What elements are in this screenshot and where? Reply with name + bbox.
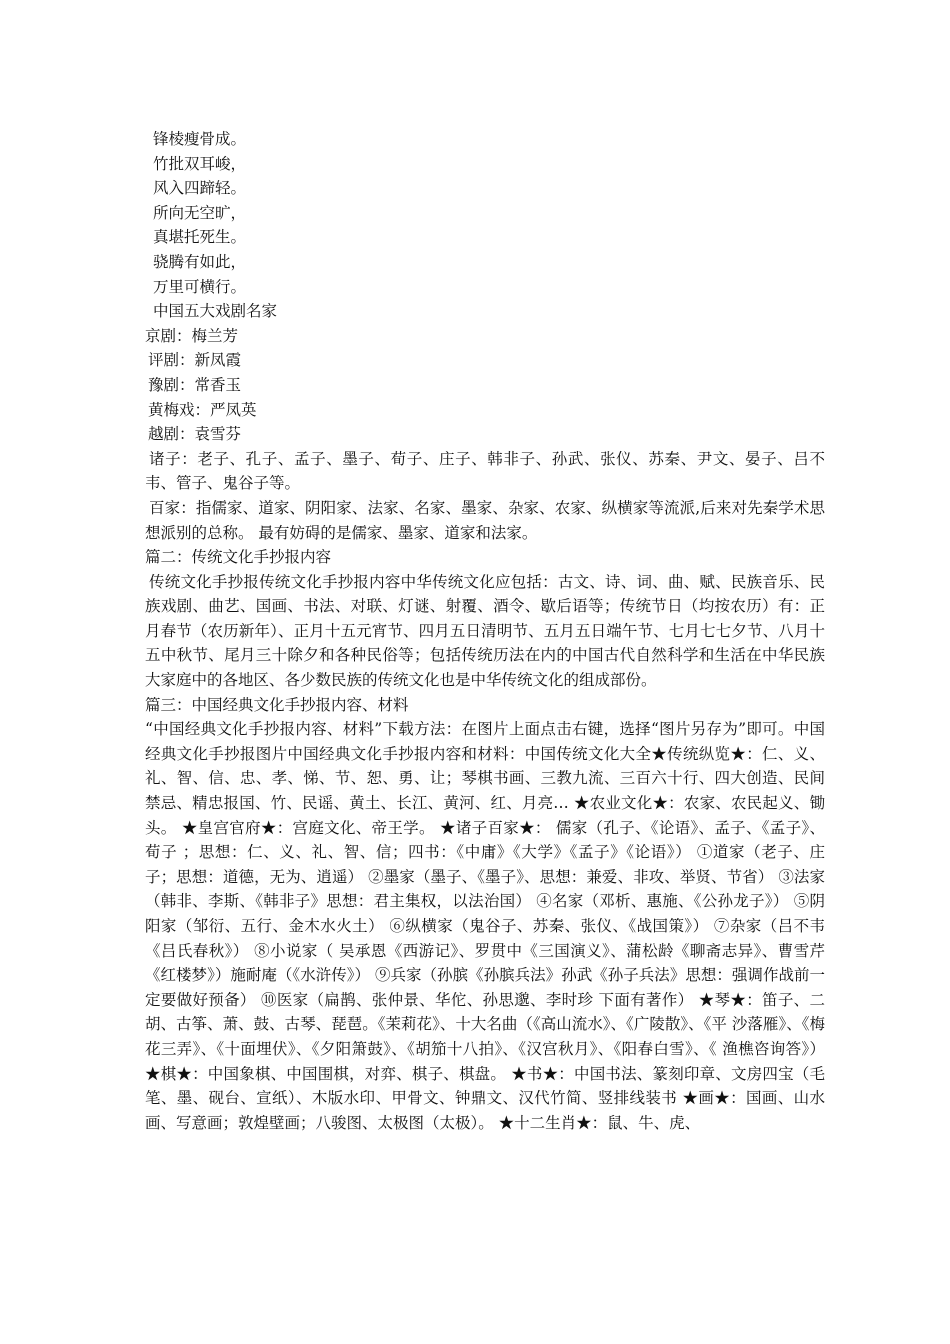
baijia-paragraph: 百家：指儒家、道家、阴阳家、法家、名家、墨家、杂家、农家、纵横家等流派,后来对先秦学术思想派别的总称。 最有妨碍的是儒家、墨家、道家和法家。 — [145, 498, 825, 542]
opera-item: 黄梅戏：严凤英 — [148, 400, 257, 419]
opera-item: 越剧：袁雪芬 — [148, 425, 242, 444]
poem-line: 骁腾有如此， — [153, 252, 247, 271]
poem-line: 万里可横行。 — [153, 277, 247, 296]
poem-line: 真堪托死生。 — [153, 228, 247, 247]
poem-line: 风入四蹄轻。 — [153, 179, 247, 198]
opera-title: 中国五大戏剧名家 — [153, 302, 278, 321]
opera-item: 豫剧：常香玉 — [148, 375, 242, 394]
poem-line: 所向无空旷， — [153, 203, 247, 222]
poem-line: 锋棱瘦骨成。 — [153, 130, 247, 148]
document-page — [145, 127, 825, 1135]
zhuzi-paragraph: 诸子：老子、孔子、孟子、墨子、荀子、庄子、韩非子、孙武、张仪、苏秦、尹文、晏子、吕不韦、管子、鬼谷子等。 — [145, 449, 825, 493]
section-3-title: 篇三：中国经典文化手抄报内容、材料 — [145, 695, 409, 714]
opera-item: 评剧：新凤霞 — [148, 351, 242, 370]
section-2-body: 传统文化手抄报传统文化手抄报内容中华传统文化应包括：古文、诗、词、曲、赋、民族音乐、民族戏剧、曲艺、国画、书法、对联、灯谜、射覆、酒令、歇后语等；传统节日（均按农历）有：正月春节（农历新年）、正月十五元宵节、四月五日清明节、五月五日端午节、七月七七夕节、八月十五中秋节、尾月三十除夕和各种民俗等；包括传统历法在内的中国古代自然科学和生活在中华民族大家庭中的各地区、各少数民族的传统文化也是中华传统文化的组成部份。 — [145, 572, 825, 690]
poem-line: 竹批双耳峻， — [153, 154, 247, 173]
section-3-body: “中国经典文化手抄报内容、材料”下载方法：在图片上面点击右键，选择“图片另存为”即可。中国经典文化手抄报图片中国经典文化手抄报内容和材料：中国传统文化大全★传统纵览★：仁、义、礼、智、信、忠、孝、悌、节、恕、勇、让；琴棋书画、三教九流、三百六十行、四大创造、民间禁忌、精忠报国、竹、民谣、黄土、长江、黄河、红、月亮… ★农业文化★：农家、农民起义、锄头。 ★皇宫官府★：宫庭文化、帝王学。 ★诸子百家★： 儒家（孔子、《论语》、孟子、《孟子》、荀子 ；思想：仁、义、礼、智、信；四书：《中庸》《大学》《孟子》《论语》） ①道家（老子、庄子；思想：道德，无为、逍遥） ②墨家（墨子、《墨子》、思想：兼爱、非攻、举贤、节省） ③法家（韩非、李斯、《韩非子》思想：君主集权，以法治国） ④名家（邓析、惠施、《公孙龙子》） ⑤阴阳家（邹衍、五行、金木水火土） ⑥纵横家（鬼谷子、苏秦、张仪、《战国策》） ⑦杂家（吕不韦《吕氏春秋》） ⑧小说家（ 吴承恩《西游记》、罗贯中《三国演义》、蒲松龄《聊斋志异》、曹雪芹《红楼梦》）施耐庵（《水浒传》） ⑨兵家（孙膑《孙膑兵法》孙武《孙子兵法》思想：强调作战前一定要做好预备） ⑩医家（扁鹊、张仲景、华佗、孙思邈、李时珍 下面有著作） ★琴★：笛子、二胡、古筝、萧、鼓、古琴、琵琶。《茉莉花》、十大名曲（《高山流水》、《广陵散》、《平 沙落雁》、《梅花三弄》、《十面埋伏》、《夕阳箫鼓》、《胡笳十八拍》、《汉宫秋月》、《阳春白雪》、《 渔樵咨询答》） ★棋★：中国象棋、中国围棋，对弈、棋子、棋盘。 ★书★：中国书法、篆刻印章、文房四宝（毛笔、墨、砚台、宣纸）、木版水印、甲骨文、钟鼎文、汉代竹简、竖排线装书 ★画★：国画、山水画、写意画；敦煌壁画；八骏图、太极图（太极）。 ★十二生肖★：鼠、牛、虎、 — [145, 720, 825, 1132]
section-2-title: 篇二：传统文化手抄报内容 — [145, 548, 332, 567]
opera-item: 京剧：梅兰芳 — [145, 326, 239, 345]
